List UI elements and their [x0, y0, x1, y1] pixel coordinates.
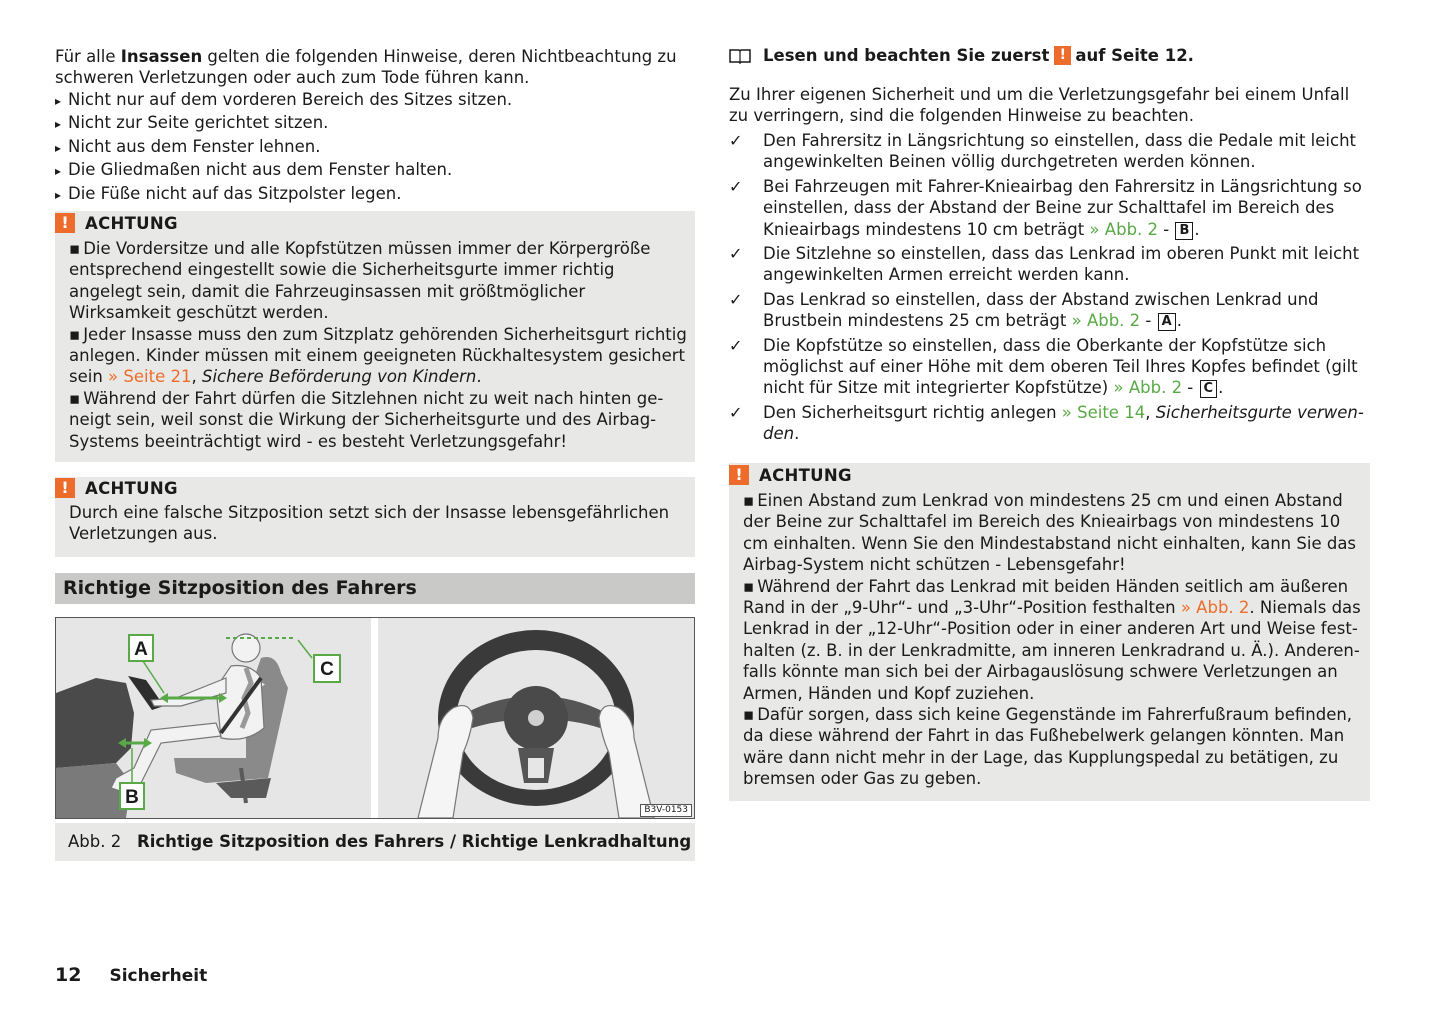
checklist: [729, 130, 1370, 448]
warning-icon: !: [55, 478, 75, 498]
figure-caption: [55, 823, 695, 861]
separator-text: ,: [191, 367, 202, 387]
page-link[interactable]: » Seite 14: [1061, 402, 1146, 422]
intro-paragraph: Zu Ihrer eigenen Sicherheit und um die Verletzungsgefahr bei einem Unfall zu verringern, sind die folgenden Hinweise zu beachten.: [729, 85, 1350, 126]
warning-body: [55, 238, 695, 452]
dash-text: -: [1140, 311, 1157, 331]
label-a: A: [134, 639, 148, 660]
warning-header: [55, 477, 695, 499]
warning-text: . Niemals das Lenkrad in der „12-Uhr“-Position oder in einer anderen Art und Weise festhalten (z. B. in der Lenkradmitte, am inneren Lenkradrand u. Ä.). Anderenfalls könnte man sich bei der Airbagauslösung schwere Verletzungen an Armen, Händen und Kopf zuziehen.: [743, 598, 1361, 703]
figure-seating-position: [55, 617, 695, 819]
bullet-item: ▸ Nicht zur Seite gerichtet sitzen.: [55, 112, 695, 135]
book-icon: [729, 48, 751, 64]
label-box: C: [1200, 380, 1218, 398]
period-text: .: [476, 367, 482, 387]
period-text: .: [1194, 219, 1200, 239]
bullet-item: ▸ Nicht nur auf dem vorderen Bereich des Sitzes sitzen.: [55, 89, 695, 112]
warning-box-steering: [729, 463, 1370, 801]
label-box: B: [1175, 222, 1193, 240]
section-name: Sicherheit: [109, 966, 208, 986]
dash-text: -: [1182, 378, 1199, 398]
warning-paragraph: Durch eine falsche Sitzposition setzt sich der Insasse lebensgefährlichen Verletzungen aus.: [69, 503, 670, 544]
driver-seat-drawing: [56, 618, 371, 818]
warning-title: ACHTUNG: [85, 478, 178, 498]
warning-icon: !: [729, 465, 749, 485]
intro-paragraph: [55, 46, 695, 89]
figure-link[interactable]: » Abb. 2: [1180, 598, 1250, 618]
steering-wheel-illustration: [378, 618, 694, 818]
dash-text: -: [1158, 219, 1175, 239]
steering-wheel-drawing: [378, 618, 694, 818]
warning-paragraph: ▪ Einen Abstand zum Lenkrad von mindestens 25 cm und einen Abstand der Beine zur Schalttafel im Bereich des Knieairbags von mindestens 10 cm einhalten. Wenn Sie den Mindestabstand nicht einhalten, kann Sie das Airbag-System nicht schützen - Lebensgefahr!: [743, 490, 1362, 576]
check-text: Das Lenkrad so einstellen, dass der Abstand zwischen Lenkrad und Brustbein mindestens 25 cm beträgt: [763, 289, 1319, 331]
separator-text: ,: [1145, 402, 1156, 422]
check-item: [729, 402, 1370, 445]
bullet-item: ▸ Nicht aus dem Fenster lehnen.: [55, 136, 695, 159]
check-text: Die Kopfstütze so einstellen, dass die Oberkante der Kopfstütze sich möglichst auf einer Höhe mit dem oberen Teil Ihres Kopfes befindet (gilt nicht für Sitze mit integrierter Kopfstütze): [763, 335, 1358, 398]
figure-link[interactable]: » Abb. 2: [1071, 311, 1141, 331]
warning-paragraph: [69, 324, 687, 388]
warning-paragraph: ▪ Die Vordersitze und alle Kopfstützen müssen immer der Körpergröße entsprechend eingestellt sowie die Sicherheitsgurte immer richtig angelegt sein, damit die Fahrzeuginsassen mit größtmöglicher Wirksamkeit geschützt werden.: [69, 238, 687, 324]
figure-link[interactable]: » Abb. 2: [1113, 378, 1183, 398]
warning-icon: !: [55, 213, 75, 233]
label-c: C: [320, 659, 334, 680]
warning-body: [729, 490, 1370, 790]
caption-number: Abb. 2: [68, 832, 122, 851]
bullet-item: ▸ Die Gliedmaßen nicht aus dem Fenster halten.: [55, 159, 695, 182]
warning-header: [729, 464, 1370, 486]
section-heading: Richtige Sitzposition des Fahrers: [55, 573, 695, 604]
warning-title: ACHTUNG: [85, 213, 178, 233]
intro-text-pre: Für alle: [55, 47, 121, 66]
warning-paragraph: ▪ Während der Fahrt dürfen die Sitzlehnen nicht zu weit nach hinten geneigt sein, weil sonst die Wirkung der Sicherheitsgurte und des Airbag-Systems beeinträchtigt wird - es besteht Verletzungsgefahr!: [69, 388, 687, 452]
page-link[interactable]: » Seite 21: [108, 367, 192, 387]
warning-paragraph: ▪ Dafür sorgen, dass sich keine Gegenstände im Fahrerfußraum befinden, da diese während der Fahrt in das Fußhebelwerk gelangen könnten. Man wäre dann nicht mehr in der Lage, das Kupplungspedal zu betätigen, zu bremsen oder Gas zu geben.: [743, 704, 1362, 790]
bullet-item: ▸ Die Füße nicht auf das Sitzpolster legen.: [55, 183, 695, 206]
warning-text: Während der Fahrt das Lenkrad mit beiden Händen seitlich am äußeren Rand in der „9-Uhr“- und „3-Uhr“-Position festhalten: [743, 576, 1349, 618]
warning-box-position: [55, 477, 695, 557]
figure-divider: [371, 618, 378, 818]
bullet-list: [55, 89, 695, 206]
period-text: .: [1176, 311, 1182, 331]
check-text: Den Fahrersitz in Längsrichtung so einstellen, dass die Pedale mit leicht angewinkelten Beinen völlig durchgetreten werden können.: [763, 131, 1356, 172]
period-text: .: [794, 424, 800, 444]
figure-link[interactable]: » Abb. 2: [1089, 219, 1159, 239]
warning-title: ACHTUNG: [759, 465, 852, 485]
page-footer: [55, 964, 207, 986]
read-first-page: auf Seite 12.: [1075, 46, 1194, 65]
check-item: [729, 130, 1370, 173]
check-item: [729, 335, 1370, 399]
check-item: [729, 176, 1370, 240]
read-first-line: [729, 46, 1194, 65]
caption-text: Richtige Sitzposition des Fahrers / Richtige Lenkradhaltung: [136, 832, 692, 851]
period-text: .: [1218, 378, 1224, 398]
check-item: [729, 243, 1370, 286]
link-title: Sichere Beförderung von Kindern: [201, 367, 477, 387]
warning-header: [55, 212, 695, 234]
warning-box-seats: [55, 211, 695, 462]
label-box: A: [1158, 313, 1176, 331]
intro-text-post: gelten die folgenden Hinweise, deren Nichtbeachtung zu schweren Verletzungen oder auch zum Tode führen kann.: [55, 47, 677, 88]
label-b: B: [125, 787, 139, 808]
read-first-text: Lesen und beachten Sie zuerst: [763, 46, 1050, 65]
figure-code: B3V-0153: [640, 804, 692, 817]
warning-paragraph: [743, 576, 1362, 704]
warning-ref-icon: !: [1054, 46, 1071, 65]
link-title: Sicherheitsgurte verwenden: [763, 402, 1364, 444]
intro-text-bold: Insassen: [120, 47, 203, 66]
check-text: Die Sitzlehne so einstellen, dass das Lenkrad im oberen Punkt mit leicht angewinkelten Armen erreicht werden kann.: [763, 244, 1360, 285]
check-text: Den Sicherheitsgurt richtig anlegen: [763, 402, 1062, 422]
page-number: 12: [55, 964, 82, 986]
seat-illustration: [56, 618, 371, 818]
check-text: Bei Fahrzeugen mit Fahrer-Knieairbag den Fahrersitz in Längsrichtung so einstellen, dass der Abstand der Beine zur Schalttafel im Bereich des Knieairbags mindestens 10 cm beträgt: [763, 176, 1362, 239]
check-item: [729, 289, 1370, 332]
warning-text: Jeder Insasse muss den zum Sitzplatz gehörenden Sicherheitsgurt richtig anlegen. Kinder müssen mit einem geeigneten Rückhaltesystem gesichert sein: [69, 324, 687, 387]
